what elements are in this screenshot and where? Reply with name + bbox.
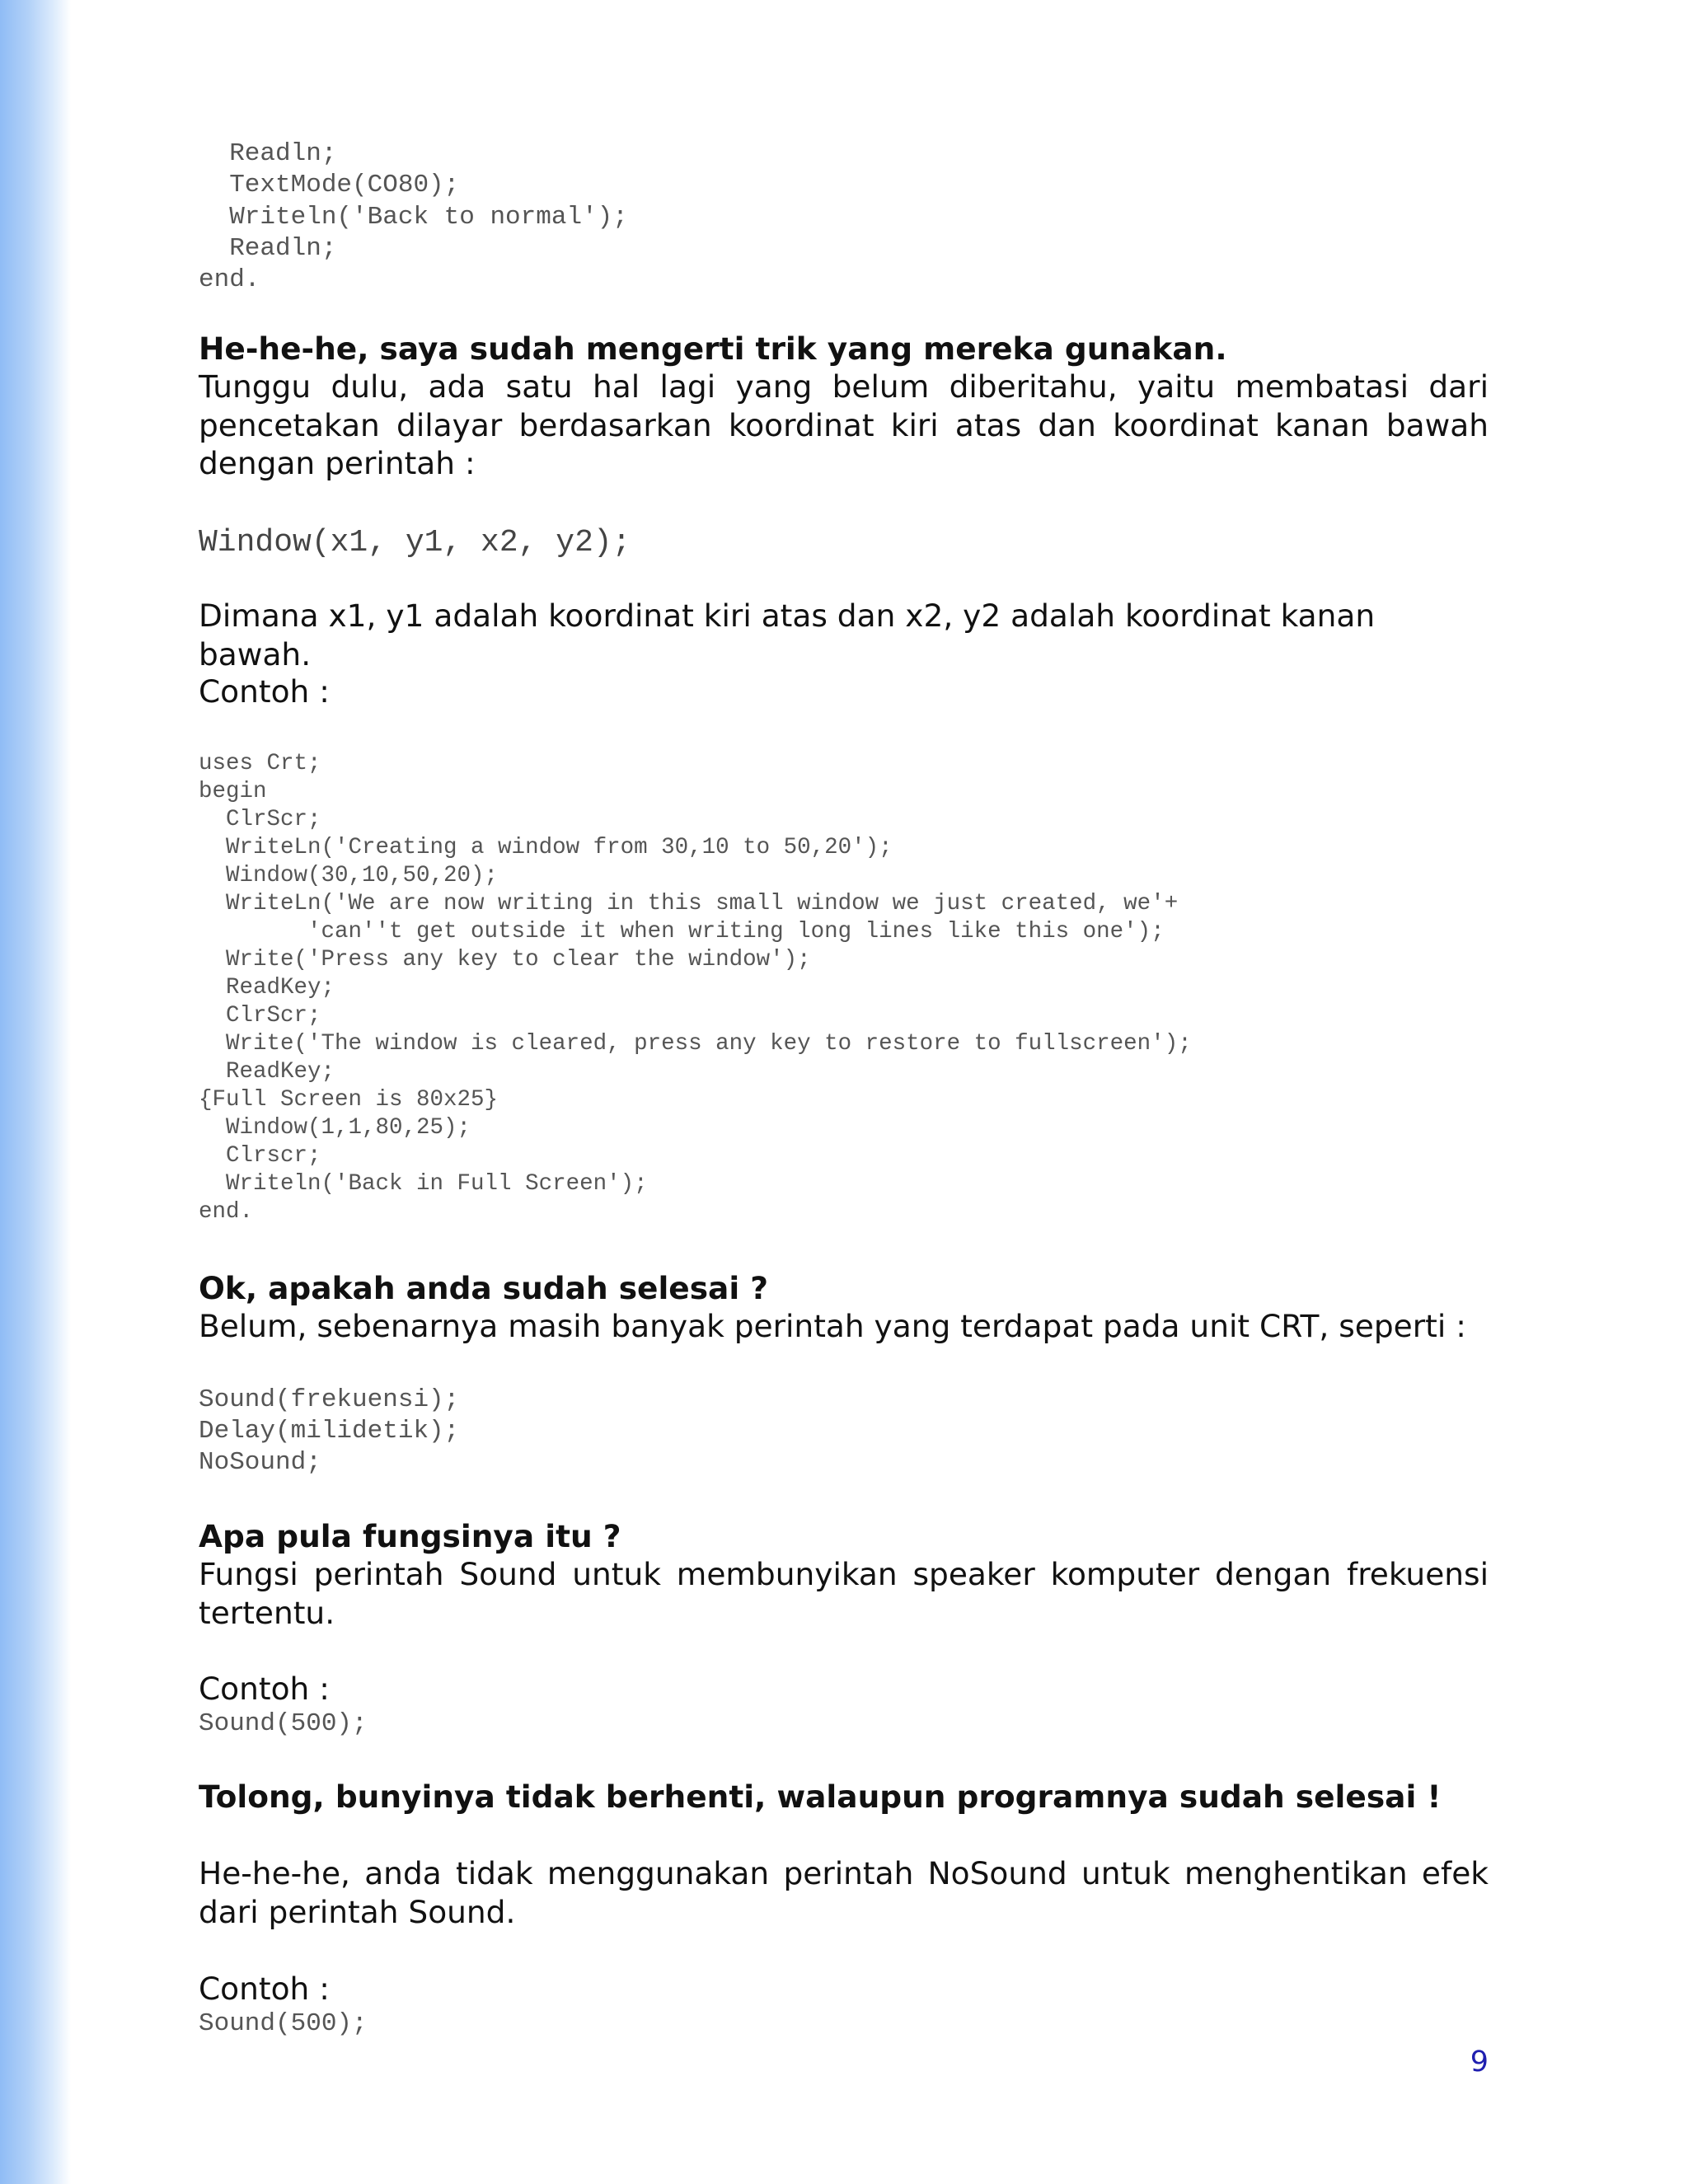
paragraph-more-commands: Belum, sebenarnya masih banyak perintah yang terdapat pada unit CRT, seperti : (199, 1308, 1466, 1344)
code-block-textmode: Readln; TextMode(CO80); Writeln('Back to normal'); Readln; end. (199, 139, 628, 295)
heading-done: Ok, apakah anda sudah selesai ? (199, 1270, 769, 1306)
page-number: 9 (1470, 2046, 1489, 2079)
label-example-2: Contoh : (199, 1671, 330, 1707)
code-block-sound-commands: Sound(frekuensi); Delay(milidetik); NoSound; (199, 1385, 460, 1477)
code-window-syntax: Window(x1, y1, x2, y2); (199, 525, 631, 560)
heading-help: Tolong, bunyinya tidak berhenti, walaupun programnya sudah selesai ! (199, 1779, 1442, 1815)
label-example-1: Contoh : (199, 673, 330, 710)
code-block-window-example: uses Crt; begin ClrScr; WriteLn('Creating a window from 30,10 to 50,20'); Window(30,10,50,20); WriteLn('We are now writing in this small window we just created, we'+ 'can''t get outside it when writing long lines like this one'); Write('Press any key to clear the window'); ReadKey; ClrScr; Write('The window is cleared, press any key to restore to fullscreen'); ReadKey; {Full Screen is 80x25} Window(1,1,80,25); Clrscr; Writeln('Back in Full Screen'); end. (199, 751, 1192, 1225)
page-side-gradient-bar (0, 0, 71, 2184)
heading-function: Apa pula fungsinya itu ? (199, 1518, 621, 1554)
label-example-3: Contoh : (199, 1971, 330, 2007)
code-sound-example-2: Sound(500); (199, 2009, 368, 2038)
paragraph-coordinates: Dimana x1, y1 adalah koordinat kiri atas dan x2, y2 adalah koordinat kanan bawah. (199, 598, 1376, 673)
code-sound-example-1: Sound(500); (199, 1709, 368, 1738)
paragraph-window-intro: Tunggu dulu, ada satu hal lagi yang belum diberitahu, yaitu membatasi dari pencetakan dilayar berdasarkan koordinat kiri atas dan koordinat kanan bawah dengan perintah : (199, 368, 1489, 481)
paragraph-sound-function: Fungsi perintah Sound untuk membunyikan speaker komputer dengan frekuensi tertentu. (199, 1556, 1489, 1631)
heading-trick: He-he-he, saya sudah mengerti trik yang mereka gunakan. (199, 330, 1227, 367)
paragraph-nosound: He-he-he, anda tidak menggunakan perintah NoSound untuk menghentikan efek dari perintah Sound. (199, 1855, 1489, 1930)
